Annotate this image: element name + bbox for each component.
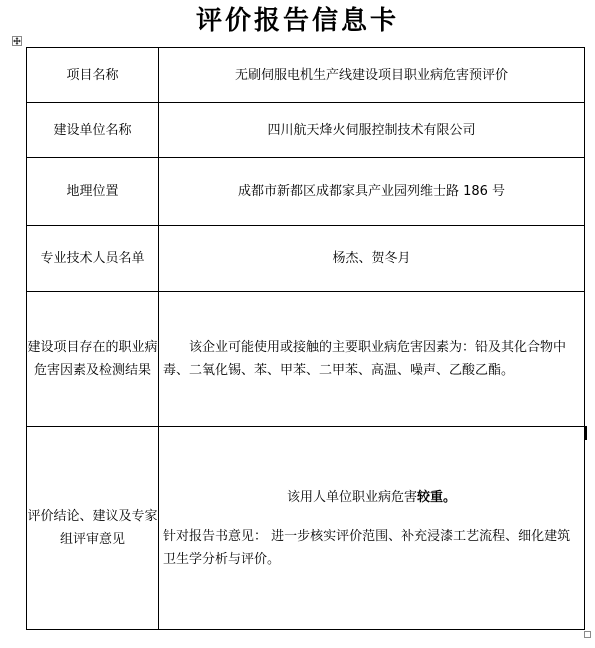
conclusion-emphasis: 较重 [416, 489, 443, 505]
company-name-label: 建设单位名称 [27, 103, 159, 158]
text-cursor [585, 426, 587, 440]
conclusion-line [163, 486, 580, 509]
table-row [27, 427, 585, 630]
staff-list-value[interactable]: 杨杰、贺冬月 [159, 226, 585, 292]
staff-list-label: 专业技术人员名单 [27, 226, 159, 292]
conclusion-prefix: 该用人单位职业病危害 [286, 489, 417, 505]
location-value[interactable]: 成都市新都区成都家具产业园列维士路 186 号 [159, 158, 585, 226]
location-label: 地理位置 [27, 158, 159, 226]
table-row [27, 226, 585, 292]
table-row [27, 292, 585, 427]
table-move-handle-icon[interactable] [12, 36, 22, 46]
conclusion-label: 评价结论、建议及专家组评审意见 [27, 427, 159, 630]
hazard-factors-label: 建设项目存在的职业病危害因素及检测结果 [27, 292, 159, 427]
table-row [27, 48, 585, 103]
table-resize-handle[interactable] [584, 631, 591, 638]
company-name-value[interactable]: 四川航天烽火伺服控制技术有限公司 [159, 103, 585, 158]
conclusion-value[interactable] [159, 427, 585, 630]
table-row [27, 103, 585, 158]
table-row [27, 158, 585, 226]
info-card-table [26, 47, 585, 630]
conclusion-suffix: 。 [443, 489, 457, 505]
project-name-label: 项目名称 [27, 48, 159, 103]
project-name-value[interactable]: 无刷伺服电机生产线建设项目职业病危害预评价 [159, 48, 585, 103]
expert-opinion-text: 针对报告书意见： 进一步核实评价范围、补充浸漆工艺流程、细化建筑卫生学分析与评价。 [163, 528, 571, 567]
hazard-factors-text: 该企业可能使用或接触的主要职业病危害因素为：铅及其化合物中毒、二氧化锡、苯、甲苯、二甲苯、高温、噪声、乙酸乙酯。 [163, 340, 567, 378]
hazard-factors-value[interactable] [159, 292, 585, 427]
page-title: 评价报告信息卡 [195, 6, 399, 36]
